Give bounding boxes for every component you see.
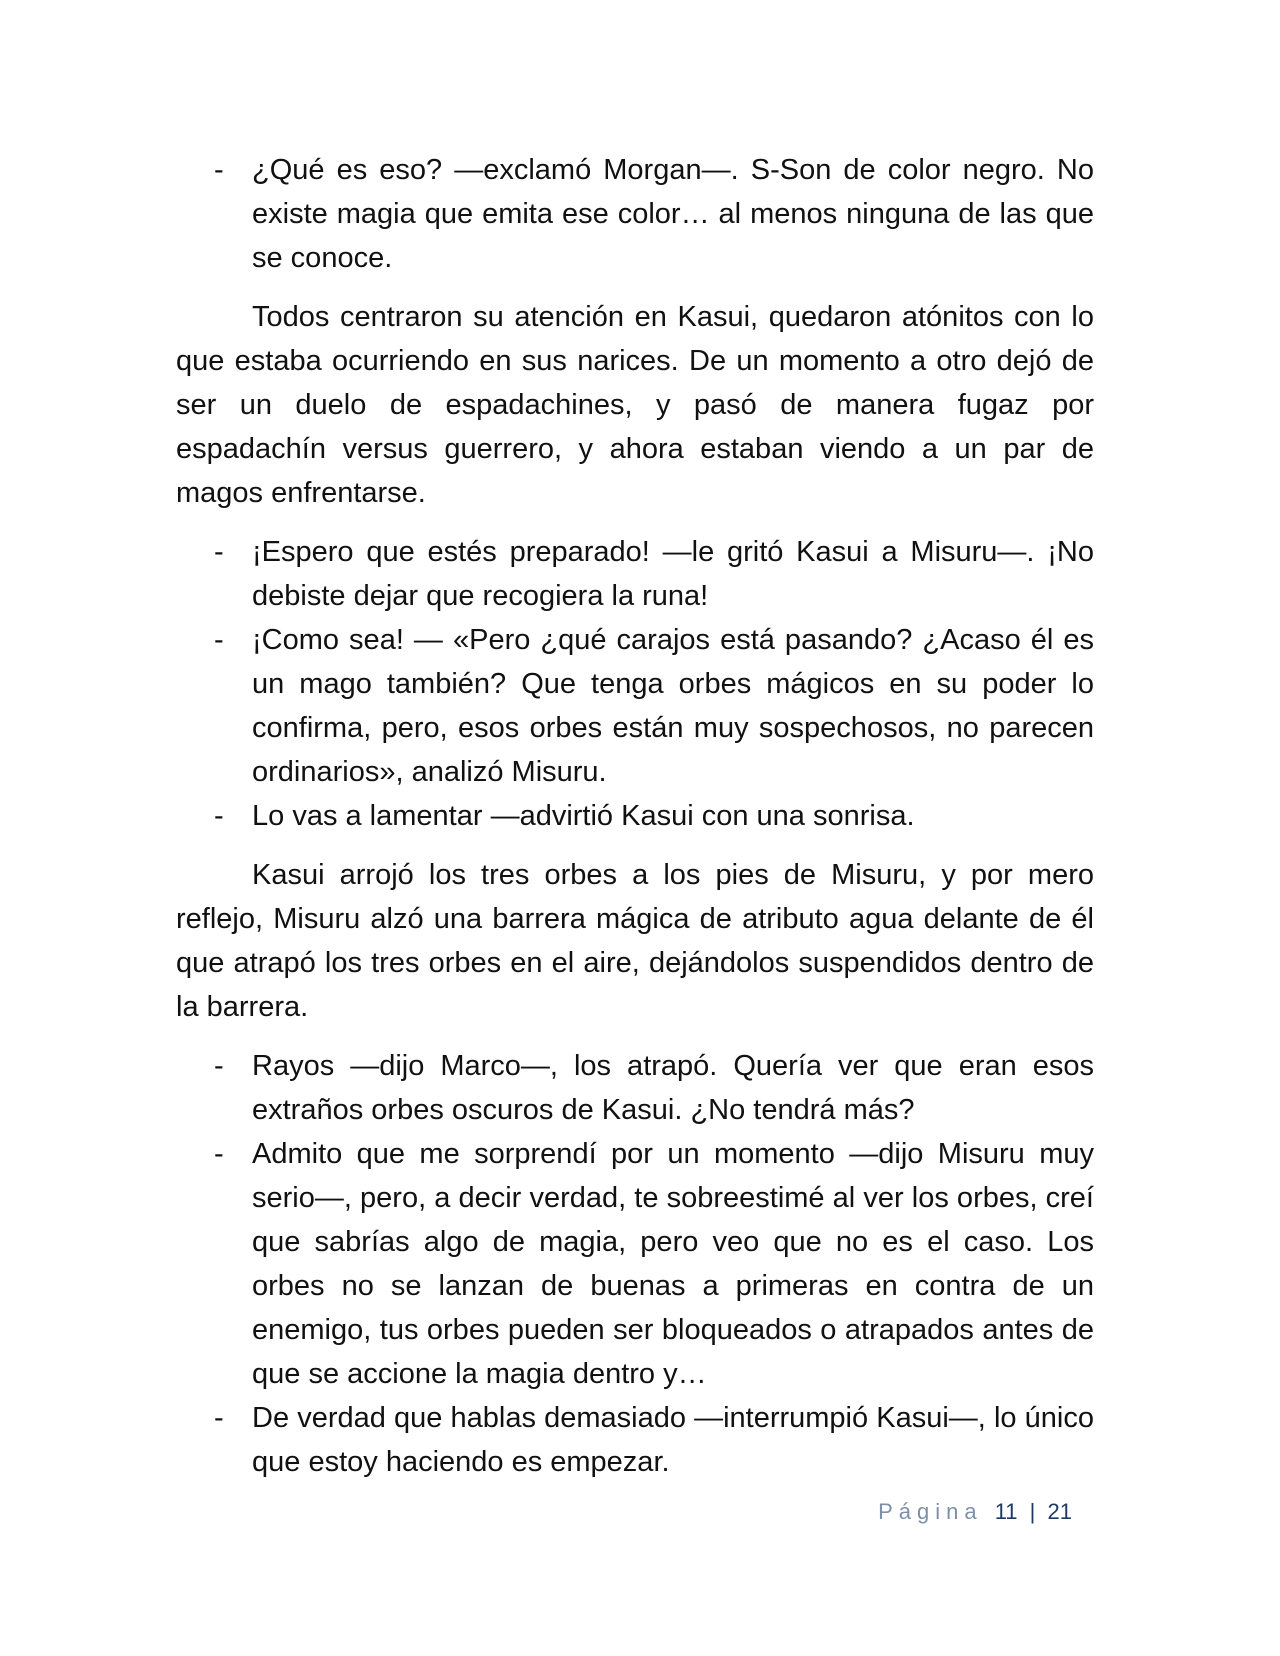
dialog-text: ¡Como sea! — «Pero ¿qué carajos está pasando? ¿Acaso él es un mago también? Que tenga orbes mágicos en su poder lo confirma, pero, esos orbes están muy sospechosos, no parecen ordinarios», analizó Misuru.	[252, 624, 1094, 788]
dialog-dash: -	[214, 154, 224, 186]
page-number: 11	[994, 1499, 1018, 1524]
dialog-line	[176, 618, 1094, 794]
page-label: Página	[878, 1499, 983, 1524]
narrative-paragraph: Kasui arrojó los tres orbes a los pies de Misuru, y por mero reflejo, Misuru alzó una barrera mágica de atributo agua delante de él que atrapó los tres orbes en el aire, dejándolos suspendidos dentro de la barrera.	[176, 859, 1094, 1023]
dialog-dash: -	[214, 1050, 224, 1082]
dialog-text: ¡Espero que estés preparado! —le gritó Kasui a Misuru—. ¡No debiste dejar que recogiera la runa!	[252, 536, 1094, 612]
page-separator: |	[1029, 1499, 1036, 1524]
dialog-group-3	[176, 1044, 1094, 1484]
narrative-paragraph: Todos centraron su atención en Kasui, quedaron atónitos con lo que estaba ocurriendo en sus narices. De un momento a otro dejó de ser un duelo de espadachines, y pasó de manera fugaz por espadachín versus guerrero, y ahora estaban viendo a un par de magos enfrentarse.	[176, 301, 1094, 509]
dialog-group-2	[176, 530, 1094, 838]
dialog-line	[176, 1396, 1094, 1484]
dialog-text: De verdad que hablas demasiado —interrumpió Kasui—, lo único que estoy haciendo es empezar.	[252, 1402, 1094, 1478]
dialog-text: Admito que me sorprendí por un momento —dijo Misuru muy serio—, pero, a decir verdad, te sobreestimé al ver los orbes, creí que sabrías algo de magia, pero veo que no es el caso. Los orbes no se lanzan de buenas a primeras en contra de un enemigo, tus orbes pueden ser bloqueados o atrapados antes de que se accione la magia dentro y…	[252, 1138, 1094, 1390]
page-total: 21	[1047, 1499, 1072, 1524]
dialog-line	[176, 530, 1094, 618]
dialog-dash: -	[214, 1402, 224, 1434]
page-body	[176, 148, 1094, 1484]
dialog-line	[176, 1044, 1094, 1132]
dialog-line	[176, 148, 1094, 280]
dialog-dash: -	[214, 800, 224, 832]
dialog-group-1	[176, 148, 1094, 280]
dialog-dash: -	[214, 624, 224, 656]
dialog-dash: -	[214, 536, 224, 568]
dialog-line	[176, 794, 1094, 838]
dialog-dash: -	[214, 1138, 224, 1170]
dialog-text: Lo vas a lamentar —advirtió Kasui con una sonrisa.	[252, 800, 915, 832]
dialog-line	[176, 1132, 1094, 1396]
dialog-text: ¿Qué es eso? —exclamó Morgan—. S-Son de color negro. No existe magia que emita ese color… al menos ninguna de las que se conoce.	[252, 154, 1094, 274]
dialog-text: Rayos —dijo Marco—, los atrapó. Quería ver que eran esos extraños orbes oscuros de Kasui. ¿No tendrá más?	[252, 1050, 1094, 1126]
page-footer	[878, 1498, 1072, 1526]
